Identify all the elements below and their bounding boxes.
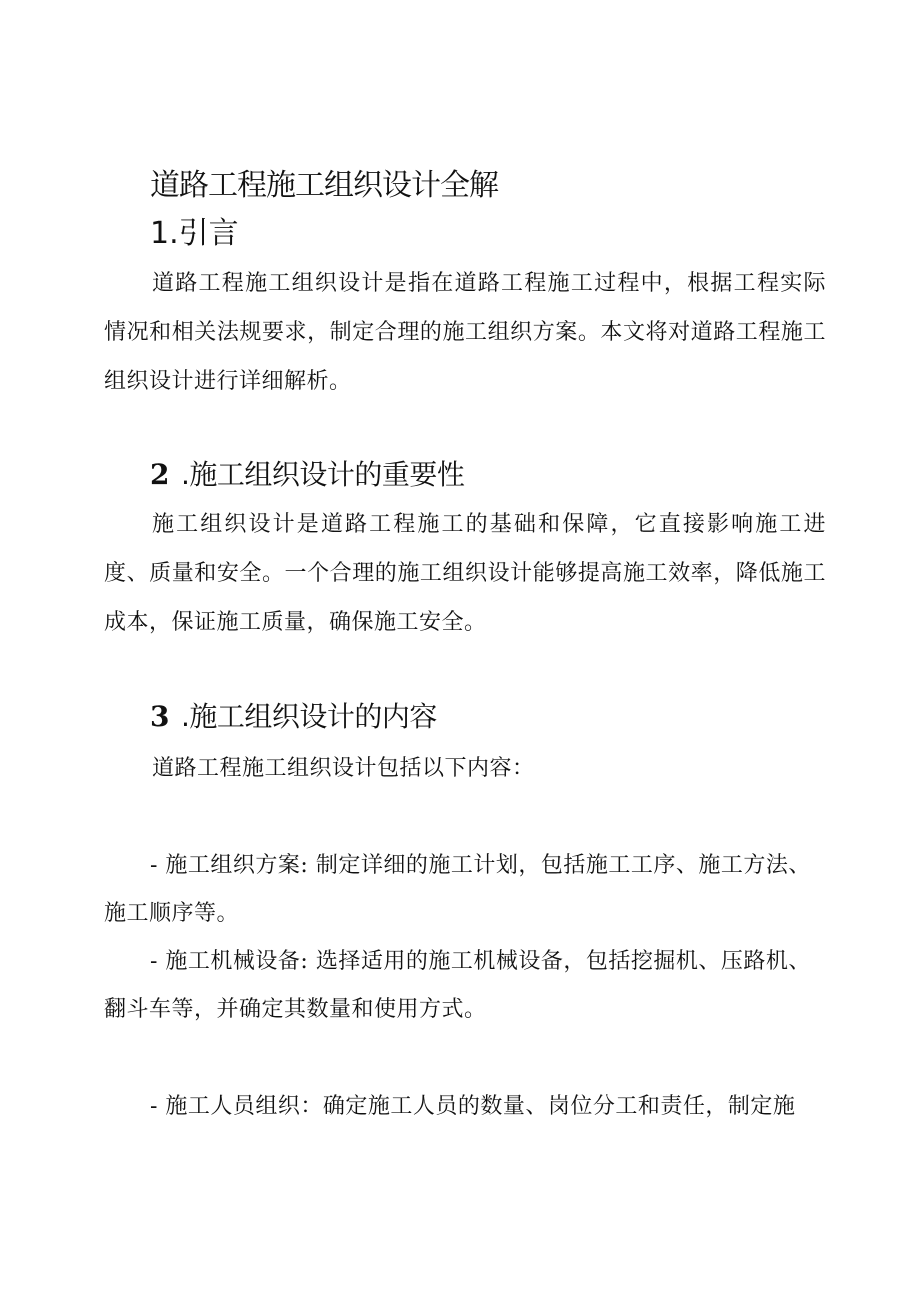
list-item-1-line-2: 施工顺序等。 (104, 901, 240, 926)
intro-heading: 1.引言 (150, 216, 239, 251)
section-2-number: 2 (150, 458, 169, 491)
list-item-1-line-1: - 施工组织方案: 制定详细的施工计划，包括施工工序、施工方法、 (150, 853, 811, 878)
section-2-heading (150, 455, 464, 495)
list-item-2-line-2: 翻斗车等，并确定其数量和使用方式。 (104, 997, 487, 1022)
section-3-heading (150, 697, 437, 737)
section-3-number: 3 (150, 700, 169, 733)
document-title: 道路工程施工组织设计全解 (150, 168, 498, 203)
section-3-lead: 道路工程施工组织设计包括以下内容： (152, 756, 535, 781)
section-2-paragraph: 施工组织设计是道路工程施工的基础和保障，它直接影响施工进度、质量和安全。一个合理的施工组织设计能够提高施工效率，降低施工成本，保证施工质量，确保施工安全。 (104, 512, 826, 635)
list-item-3-line-1: - 施工人员组织：确定施工人员的数量、岗位分工和责任，制定施 (150, 1094, 796, 1119)
list-item-2-line-1: - 施工机械设备: 选择适用的施工机械设备，包括挖掘机、压路机、 (150, 949, 811, 974)
section-2-title: .施工组织设计的重要性 (180, 458, 465, 491)
intro-paragraph: 道路工程施工组织设计是指在道路工程施工过程中，根据工程实际情况和相关法规要求，制定合理的施工组织方案。本文将对道路工程施工组织设计进行详细解析。 (104, 271, 826, 394)
section-3-title: .施工组织设计的内容 (180, 700, 437, 733)
